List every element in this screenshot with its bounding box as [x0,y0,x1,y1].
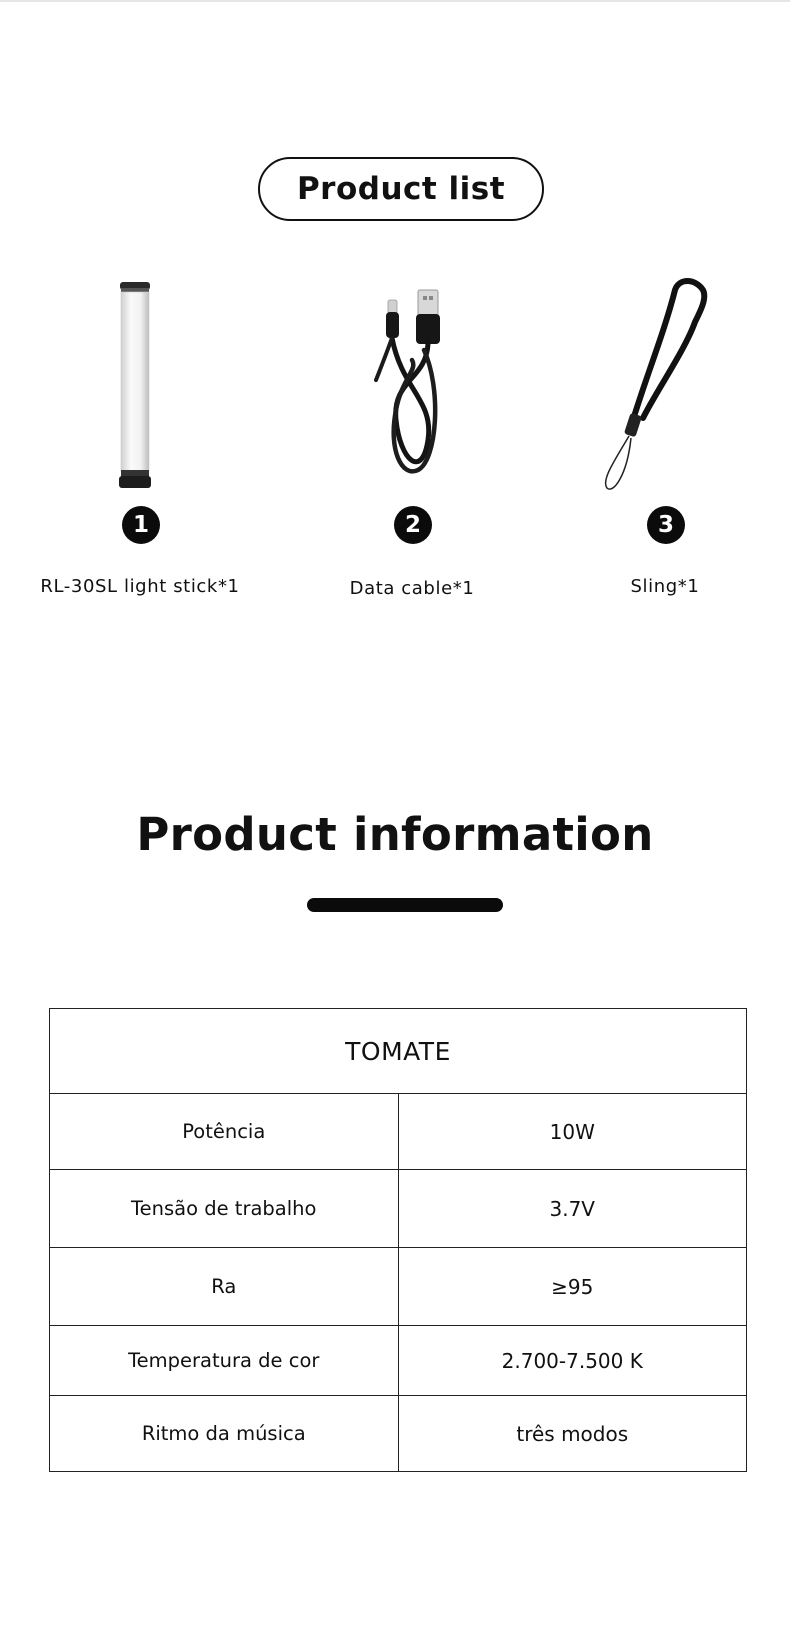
item-number-badge: 1 [122,506,160,544]
spec-label: Temperatura de cor [50,1326,399,1396]
top-divider [0,0,790,2]
lanyard-icon [545,270,785,510]
table-header-row [50,1009,747,1094]
product-item-light-stick [20,270,260,630]
product-list-heading [258,157,544,221]
table-header: TOMATE [50,1009,747,1094]
product-item-label: Sling*1 [630,576,700,597]
spec-value: 3.7V [398,1170,747,1248]
usb-cable-icon [292,270,532,510]
product-item-label: Data cable*1 [349,578,475,599]
product-item-data-cable [292,270,532,630]
item-number-badge: 2 [394,506,432,544]
spec-value: 2.700-7.500 K [398,1326,747,1396]
spec-label: Ritmo da música [50,1396,399,1472]
title-underline-bar [307,898,503,912]
product-list-title: Product list [296,171,506,207]
product-information-title: Product information [136,808,654,861]
table-row [50,1094,747,1170]
spec-value: ≥95 [398,1248,747,1326]
product-item-label: RL-30SL light stick*1 [40,576,240,597]
spec-label: Ra [50,1248,399,1326]
spec-table [49,1008,747,1472]
spec-value: 10W [398,1094,747,1170]
spec-label: Potência [50,1094,399,1170]
spec-label: Tensão de trabalho [50,1170,399,1248]
table-row [50,1170,747,1248]
item-number-badge: 3 [647,506,685,544]
light-stick-icon [20,270,260,510]
spec-value: três modos [398,1396,747,1472]
table-row [50,1396,747,1472]
product-item-sling [545,270,785,630]
table-row [50,1248,747,1326]
table-row [50,1326,747,1396]
